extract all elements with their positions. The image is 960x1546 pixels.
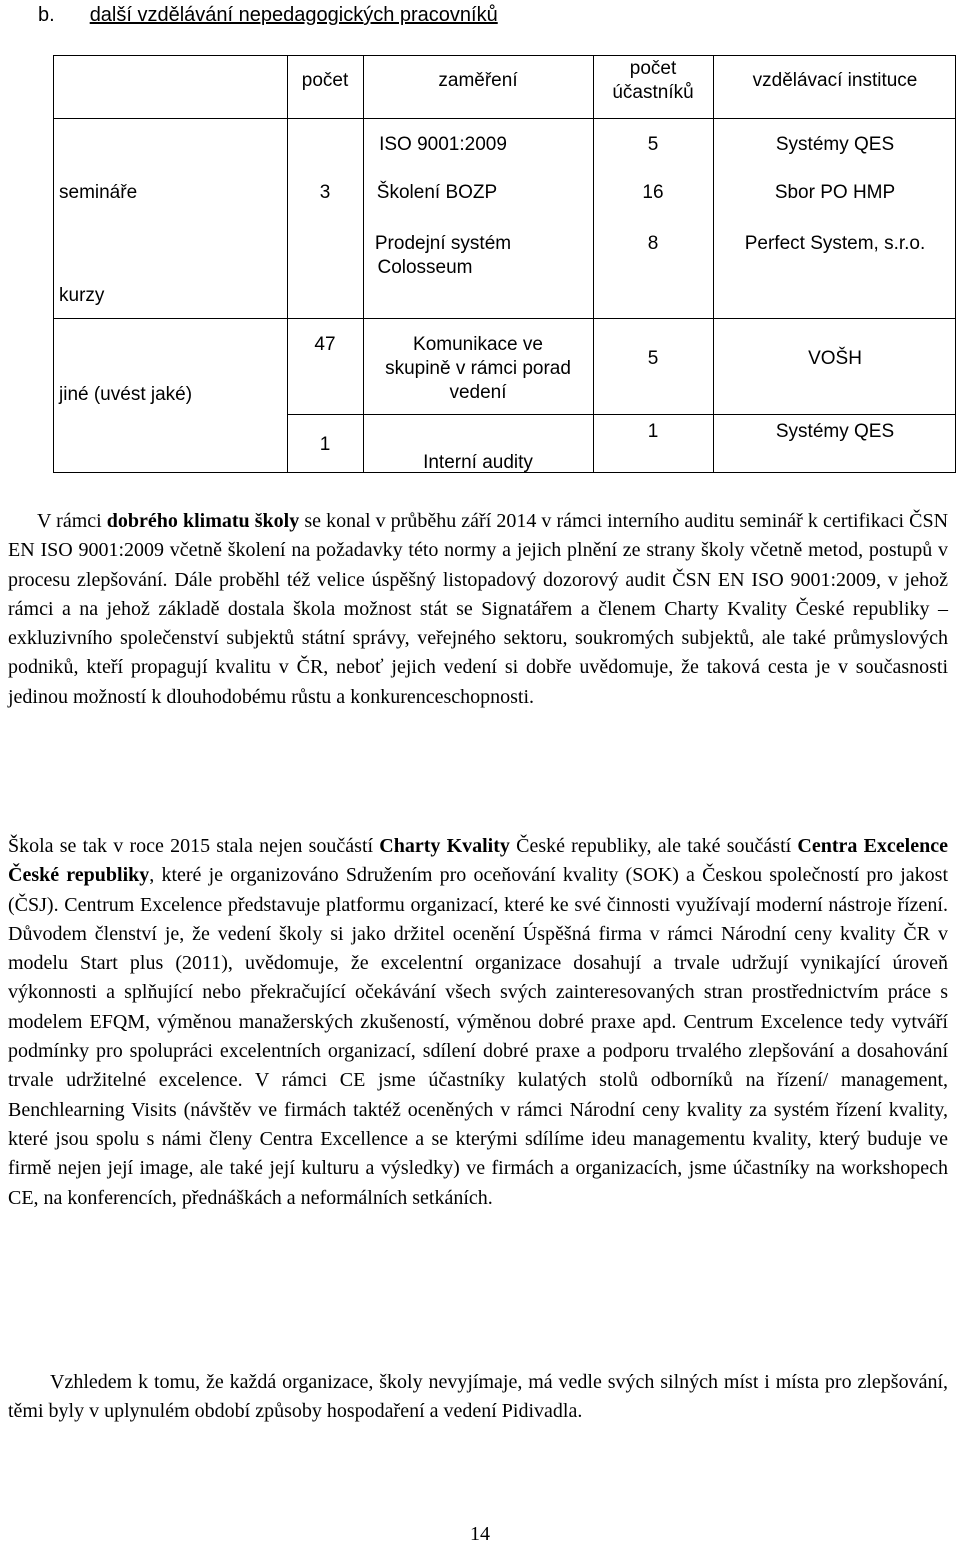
section-number: b. xyxy=(38,4,55,26)
header-institution: vzdělávací instituce xyxy=(752,70,918,91)
paragraph-klima: V rámci dobrého klimatu školy se konal v průběhu září 2014 v rámci interního auditu seminář k certifikaci ČSN EN ISO 9001:2009 včetně školení na požadavky této normy a jejich plnění ze strany školy včetně metod, postupů v procesu zlepšování. Dále proběhl též velice úspěšný listopadový dozorový audit ČSN EN ISO 9001:2009, v jehož rámci a na jehož základě dostala škola možnost stát se Signatářem a členem Charty Kvality České republiky – exkluzivního společenství subjektů státní správy, veřejného sektoru, soukromých subjektů, ale také průmyslových podniků, kteří propagují kvalitu v ČR, neboť jejich vedení si dobře uvědomuje, že taková cesta je v současnosti jedinou možností k dlouhodobému růstu a konkurenceschopnosti. xyxy=(8,510,949,708)
row-label-seminare: semináře xyxy=(59,182,138,203)
kurzy-participants: 8 xyxy=(647,233,659,254)
section-title: další vzdělávání nepedagogických pracovníků xyxy=(89,4,498,26)
seminare-focus: ISO 9001:2009 xyxy=(379,134,507,155)
paragraph-pidivadlo: Vzhledem k tomu, že každá organizace, školy nevyjímaje, má vedle svých silných míst i místa pro zlepšování, těmi byly v uplynulém období způsoby hospodaření a vedení Pidivadla. xyxy=(8,1371,948,1423)
paragraph-charta: Škola se tak v roce 2015 stala nejen součástí Charty Kvality České republiky, ale také součástí Centra Excelence České republiky, které je organizováno Sdružením pro oceňování kvality (SOK) a Českou společností pro jakost (ČSJ). Centrum Excelence představuje platformu organizací, které ke své činnosti využívají moderní nástroje řízení. Důvodem členství je, že vedení školy si jako držitel ocenění Úspěšná firma v rámci Národní ceny kvality ČR v modelu Start plus (2011), uvědomuje, že excelentní organizace dosahují a trvale udržují vynikající úroveň výkonnosti a splňující nebo překračující očekávání všech svých zainteresovaných stran prostřednictvím práce s modelem EFQM, výměnou manažerských zkušeností, výměnou dobré praxe apd. Centrum Excelence tedy vytváří podmínky pro spolupráci excelentních organizací, sdílení dobré praxe a podporu trvalého zlepšování a dosahování trvale udržitelné excelence. V rámci CE jsme účastníky kulatých stolů odborníků na řízení/ management, Benchlearning Visits (návštěv ve firmách taktéž oceněných v rámci Národní ceny kvality za systém řízení kvality, které jsou spolu s námi členy Centra Excellence a se kterými sdílíme ideu managementu kvality, který buduje ve firmě nejen její image, ale také její kulturu a výsledky) ve firmách a organizacích, jsme účastníky na workshopech CE, na konferencích, přednáškách a neformálních setkáních. xyxy=(8,835,948,1209)
seminare-count: 3 xyxy=(319,182,331,203)
kurzy-focus-line2: Colosseum xyxy=(377,257,473,278)
jine-focus: Interní audity xyxy=(423,452,533,473)
seminare-participants: 16 xyxy=(642,182,664,203)
header-participants-line2: účastníků xyxy=(612,82,694,103)
page-number: 14 xyxy=(470,1523,490,1545)
kurzy-institution: Perfect System, s.r.o. xyxy=(744,233,926,254)
row-label-jine: jiné (uvést jaké) xyxy=(59,384,193,405)
jine-count: 1 xyxy=(319,434,331,455)
jine-focus-line2: skupině v rámci porad xyxy=(385,358,571,379)
section-heading xyxy=(38,4,498,27)
bold-phrase: Charty Kvality xyxy=(379,835,510,857)
kurzy-focus-line1: Prodejní systém xyxy=(374,233,512,254)
header-participants-line1: počet xyxy=(629,58,677,79)
bold-phrase: Centra Excelence České republiky xyxy=(8,835,948,887)
jine-count: 47 xyxy=(314,334,336,355)
seminare-institution: Sbor PO HMP xyxy=(774,182,896,203)
training-table xyxy=(53,55,956,473)
header-focus: zaměření xyxy=(438,70,518,91)
jine-institution: VOŠH xyxy=(808,348,862,369)
jine-participants: 5 xyxy=(647,348,659,369)
jine-institution: Systémy QES xyxy=(775,421,895,442)
table-grid-line xyxy=(54,118,955,119)
row-label-kurzy: kurzy xyxy=(59,285,105,306)
seminare-focus: Školení BOZP xyxy=(376,182,498,203)
header-count: počet xyxy=(301,70,349,91)
bold-phrase: dobrého klimatu školy xyxy=(106,510,300,532)
jine-participants: 1 xyxy=(647,421,659,442)
jine-focus-line3: vedení xyxy=(449,382,507,403)
table-grid-line xyxy=(287,414,955,415)
seminare-institution: Systémy QES xyxy=(775,134,895,155)
seminare-participants: 5 xyxy=(647,134,659,155)
jine-focus-line1: Komunikace ve xyxy=(413,334,543,355)
table-grid-line xyxy=(54,318,955,319)
